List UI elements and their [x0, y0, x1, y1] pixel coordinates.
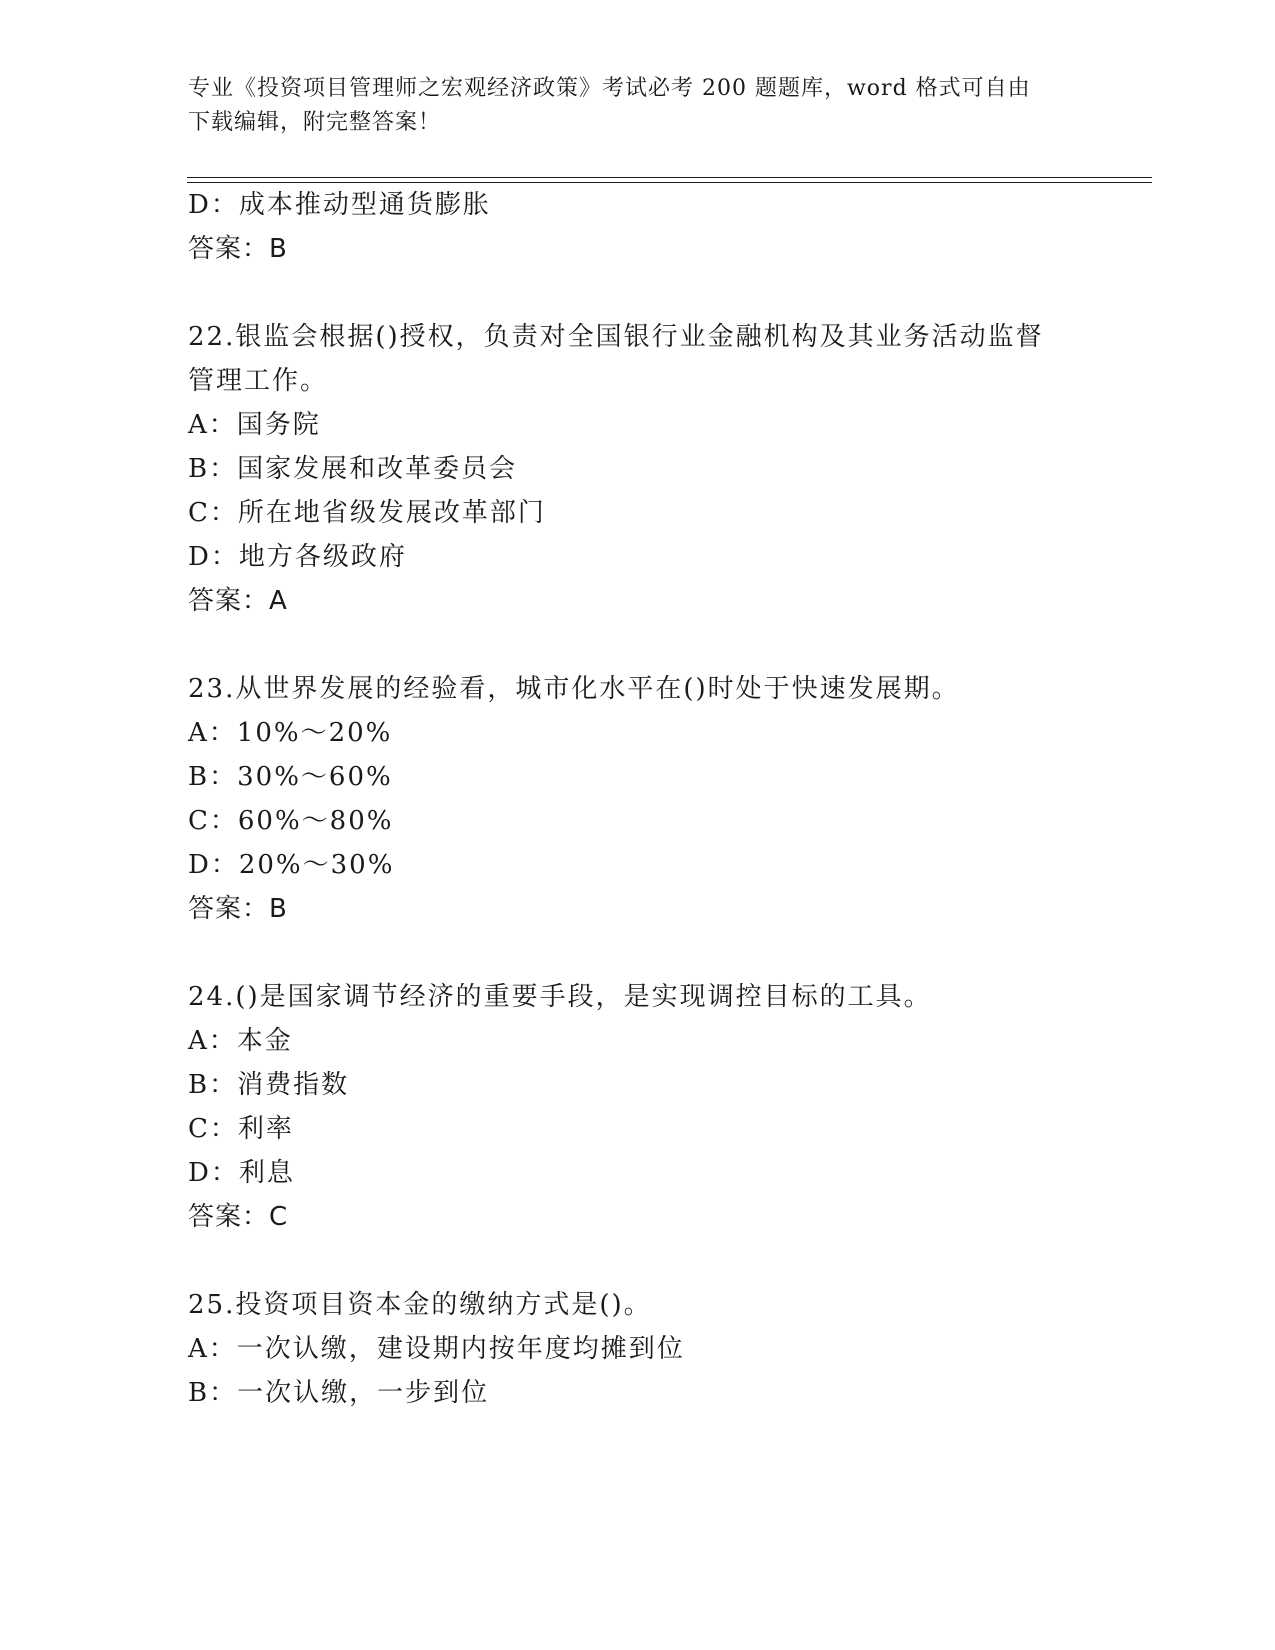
q24-option-c: C：利率: [188, 1114, 294, 1144]
q25-stem: 25.投资项目资本金的缴纳方式是()。: [188, 1290, 652, 1320]
document-header: [188, 72, 1068, 140]
q22-answer: 答案：A: [188, 586, 288, 616]
q23-option-b: B：30%～60%: [188, 762, 393, 792]
q24-option-a: A：本金: [188, 1026, 293, 1056]
q24-option-b: B：消费指数: [188, 1070, 350, 1100]
header-divider-top: [187, 177, 1152, 178]
q22-option-a: A：国务院: [188, 410, 321, 440]
header-divider-bottom: [187, 182, 1152, 183]
q24-stem: 24.()是国家调节经济的重要手段，是实现调控目标的工具。: [188, 982, 932, 1012]
q24-answer: 答案：C: [188, 1202, 289, 1232]
q25-option-b: B：一次认缴，一步到位: [188, 1378, 490, 1408]
header-line-1: 专业《投资项目管理师之宏观经济政策》考试必考 200 题题库，word 格式可自由: [188, 76, 1031, 101]
q23-option-a: A：10%～20%: [188, 718, 393, 748]
header-line-2: 下载编辑，附完整答案！: [188, 110, 442, 135]
q23-option-c: C：60%～80%: [188, 806, 394, 836]
q21-option-d: D：成本推动型通货膨胀: [188, 190, 491, 220]
q23-answer: 答案：B: [188, 894, 288, 924]
q24-option-d: D：利息: [188, 1158, 295, 1188]
q22-option-b: B：国家发展和改革委员会: [188, 454, 518, 484]
q22-stem-line-2: 管理工作。: [188, 366, 329, 396]
q22-stem-line-1: 22.银监会根据()授权，负责对全国银行业金融机构及其业务活动监督: [188, 322, 1044, 352]
q21-answer: 答案：B: [188, 234, 288, 264]
q25-option-a: A：一次认缴，建设期内按年度均摊到位: [188, 1334, 685, 1364]
q23-option-d: D：20%～30%: [188, 850, 395, 880]
q22-option-c: C：所在地省级发展改革部门: [188, 498, 546, 528]
q22-option-d: D：地方各级政府: [188, 542, 407, 572]
q23-stem: 23.从世界发展的经验看，城市化水平在()时处于快速发展期。: [188, 674, 960, 704]
